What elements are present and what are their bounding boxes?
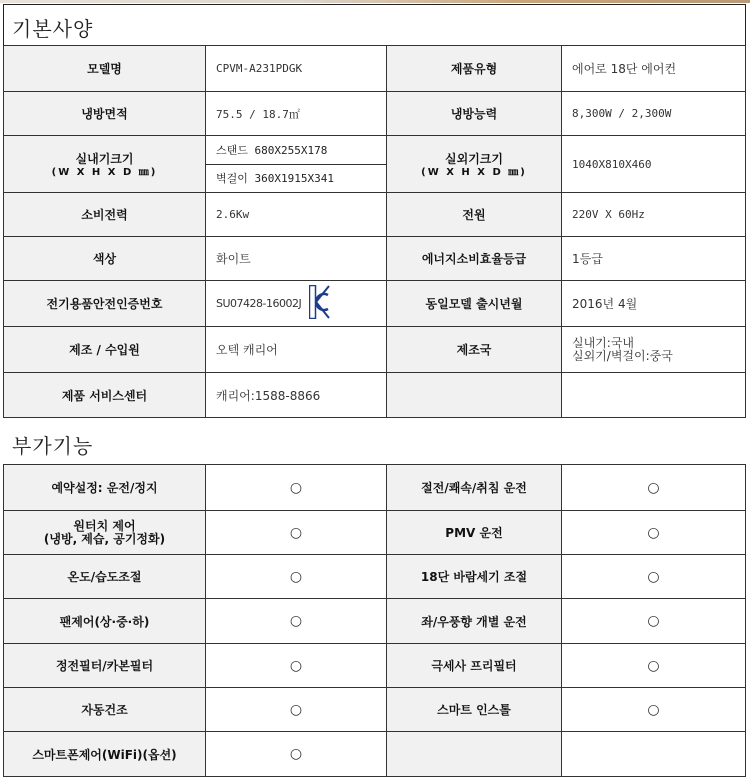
label-country: 제조국 <box>387 327 562 373</box>
feature-label: 예약설정: 운전/정지 <box>4 465 206 511</box>
feature-supported-mark: ○ <box>206 688 387 732</box>
value-indoor-size <box>206 136 387 193</box>
kc-certification-icon <box>309 285 331 322</box>
table-row <box>4 555 746 599</box>
label-outdoor-size-unit: (W X H X D ㎜) <box>421 167 527 178</box>
basic-specs-table <box>3 45 746 418</box>
feature-label: 절전/쾌속/취침 운전 <box>387 465 562 511</box>
feature-supported-mark: ○ <box>562 599 746 644</box>
value-cooling-capacity: 8,300W / 2,300W <box>562 92 746 136</box>
label-product-type: 제품유형 <box>387 46 562 92</box>
value-safety-cert <box>206 281 387 327</box>
extra-features-table <box>3 464 746 777</box>
section-title-basic-specs: 기본사양 <box>12 17 94 41</box>
feature-label-sub: (냉방, 제습, 공기정화) <box>43 531 166 546</box>
feature-supported-mark: ○ <box>562 644 746 688</box>
table-row <box>4 373 746 418</box>
table-row <box>4 92 746 136</box>
feature-supported-mark <box>562 732 746 777</box>
label-safety-cert: 전기용품안전인증번호 <box>4 281 206 327</box>
feature-label: 스마트 인스톨 <box>387 688 562 732</box>
value-product-type: 에어로 18단 에어컨 <box>562 46 746 92</box>
feature-supported-mark: ○ <box>206 644 387 688</box>
table-row <box>4 193 746 237</box>
value-country-indoor: 실내기:국내 <box>572 335 635 350</box>
feature-label: 스마트폰제어(WiFi)(옵션) <box>4 732 206 777</box>
section-title-extra-features: 부가기능 <box>12 434 94 458</box>
label-cooling-capacity: 냉방능력 <box>387 92 562 136</box>
label-outdoor-size-main: 실외기크기 <box>445 152 503 166</box>
top-decorative-strip <box>0 0 750 3</box>
label-empty <box>387 373 562 418</box>
table-row <box>4 327 746 373</box>
feature-label: PMV 운전 <box>387 511 562 555</box>
label-indoor-size <box>4 136 206 193</box>
table-row <box>4 599 746 644</box>
value-stand-size: 스탠드 680X255X178 <box>206 136 386 165</box>
label-energy-grade: 에너지소비효율등급 <box>387 237 562 281</box>
value-service-center: 캐리어:1588-8866 <box>206 373 387 418</box>
label-power-consumption: 소비전력 <box>4 193 206 237</box>
label-cooling-area: 냉방면적 <box>4 92 206 136</box>
table-row <box>4 688 746 732</box>
feature-label: 정전필터/카본필터 <box>4 644 206 688</box>
value-wall-size: 벽걸이 360X1915X341 <box>216 172 334 186</box>
value-energy-grade: 1등급 <box>562 237 746 281</box>
label-model: 모델명 <box>4 46 206 92</box>
label-service-center: 제품 서비스센터 <box>4 373 206 418</box>
table-row <box>4 46 746 92</box>
table-row <box>4 644 746 688</box>
table-row <box>4 136 746 193</box>
label-power-supply: 전원 <box>387 193 562 237</box>
value-color: 화이트 <box>206 237 387 281</box>
feature-supported-mark: ○ <box>562 688 746 732</box>
feature-label: 온도/습도조절 <box>4 555 206 599</box>
safety-cert-number: SU07428-16002J <box>216 297 302 310</box>
label-outdoor-size <box>387 136 562 193</box>
label-release-date: 동일모델 출시년월 <box>387 281 562 327</box>
label-indoor-size-main: 실내기크기 <box>75 152 134 166</box>
value-release-date: 2016년 4월 <box>562 281 746 327</box>
feature-supported-mark: ○ <box>206 732 387 777</box>
feature-supported-mark: ○ <box>562 555 746 599</box>
label-manufacturer: 제조 / 수입원 <box>4 327 206 373</box>
value-model: CPVM-A231PDGK <box>206 46 387 92</box>
feature-supported-mark: ○ <box>206 555 387 599</box>
value-country-outdoor: 실외기/벽걸이:중국 <box>572 348 673 363</box>
feature-label: 좌/우풍향 개별 운전 <box>387 599 562 644</box>
value-power-supply: 220V X 60Hz <box>562 193 746 237</box>
feature-label: 극세사 프리필터 <box>387 644 562 688</box>
feature-supported-mark: ○ <box>562 511 746 555</box>
table-row <box>4 237 746 281</box>
table-row <box>4 511 746 555</box>
value-empty <box>562 373 746 418</box>
basic-specs-header <box>3 4 746 46</box>
feature-supported-mark: ○ <box>206 465 387 511</box>
feature-supported-mark: ○ <box>206 511 387 555</box>
value-power-consumption: 2.6Kw <box>206 193 387 237</box>
table-row <box>4 732 746 777</box>
value-country <box>562 327 746 373</box>
feature-label <box>387 732 562 777</box>
feature-supported-mark: ○ <box>206 599 387 644</box>
table-row <box>4 465 746 511</box>
label-indoor-size-unit: (W X H X D ㎜) <box>51 167 158 178</box>
value-cooling-area: 75.5 / 18.7㎡ <box>206 92 387 136</box>
label-color: 색상 <box>4 237 206 281</box>
feature-label-main: 원터치 제어 <box>73 518 136 533</box>
value-outdoor-size: 1040X810X460 <box>562 136 746 193</box>
table-row <box>4 281 746 327</box>
feature-label: 18단 바람세기 조절 <box>387 555 562 599</box>
feature-label: 자동건조 <box>4 688 206 732</box>
feature-label <box>4 511 206 555</box>
feature-label: 팬제어(상·중·하) <box>4 599 206 644</box>
feature-supported-mark: ○ <box>562 465 746 511</box>
value-manufacturer: 오텍 캐리어 <box>206 327 387 373</box>
